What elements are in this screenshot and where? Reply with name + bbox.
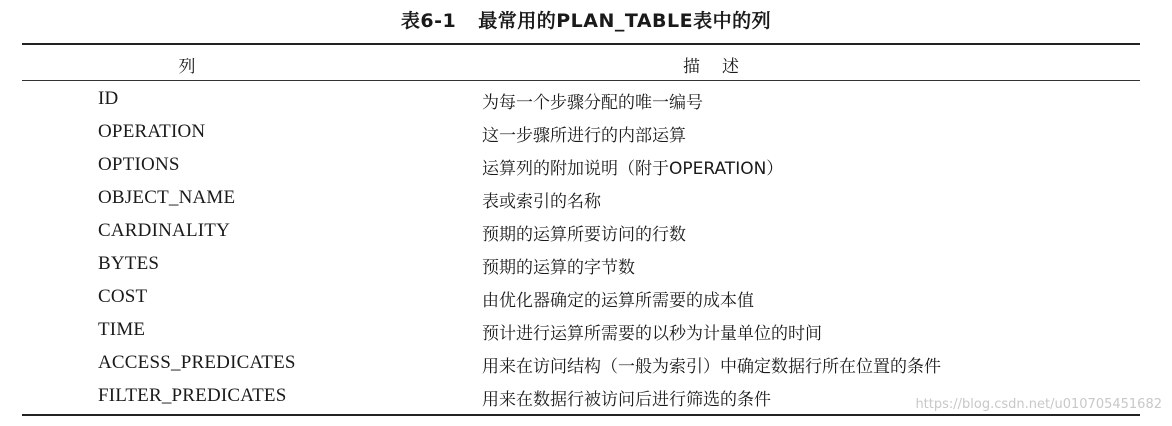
table-caption xyxy=(0,6,1172,33)
table-row xyxy=(22,84,1140,117)
table-header xyxy=(22,50,1140,76)
column-description: 预期的运算所要访问的行数 xyxy=(482,225,686,245)
column-name: COST xyxy=(98,286,148,307)
top-rule xyxy=(22,43,1140,45)
table-number: 表6-1 xyxy=(400,10,457,32)
table-row xyxy=(22,282,1140,315)
table-row xyxy=(22,249,1140,282)
column-name: TIME xyxy=(98,319,146,340)
column-description: 运算列的附加说明（附于OPERATION） xyxy=(482,159,784,179)
column-name: ID xyxy=(98,88,119,109)
column-description: 用来在数据行被访问后进行筛选的条件 xyxy=(482,390,771,410)
column-description: 预期的运算的字节数 xyxy=(482,258,635,278)
header-rule xyxy=(22,80,1140,81)
column-name: OPERATION xyxy=(98,121,206,142)
column-name: OBJECT_NAME xyxy=(98,187,236,208)
bottom-rule xyxy=(22,414,1140,416)
column-name: OPTIONS xyxy=(98,154,180,175)
header-description: 描述 xyxy=(683,57,761,77)
column-description: 由优化器确定的运算所需要的成本值 xyxy=(482,291,754,311)
column-description: 为每一个步骤分配的唯一编号 xyxy=(482,93,703,113)
column-name: CARDINALITY xyxy=(98,220,231,241)
table-row xyxy=(22,315,1140,348)
table-row xyxy=(22,348,1140,381)
table-title: 最常用的PLAN_TABLE表中的列 xyxy=(478,10,772,32)
column-name: ACCESS_PREDICATES xyxy=(98,352,296,373)
header-column: 列 xyxy=(178,57,196,77)
table-body xyxy=(22,84,1140,414)
table-row xyxy=(22,183,1140,216)
table-row xyxy=(22,216,1140,249)
column-description: 表或索引的名称 xyxy=(482,192,601,212)
table-row xyxy=(22,150,1140,183)
column-description: 预计进行运算所需要的以秒为计量单位的时间 xyxy=(482,324,822,344)
column-description: 用来在访问结构（一般为索引）中确定数据行所在位置的条件 xyxy=(482,357,941,377)
table-row xyxy=(22,117,1140,150)
watermark-text: https://blog.csdn.net/u010705451682 xyxy=(915,397,1162,412)
column-name: FILTER_PREDICATES xyxy=(98,385,287,406)
column-description: 这一步骤所进行的内部运算 xyxy=(482,126,686,146)
column-name: BYTES xyxy=(98,253,160,274)
